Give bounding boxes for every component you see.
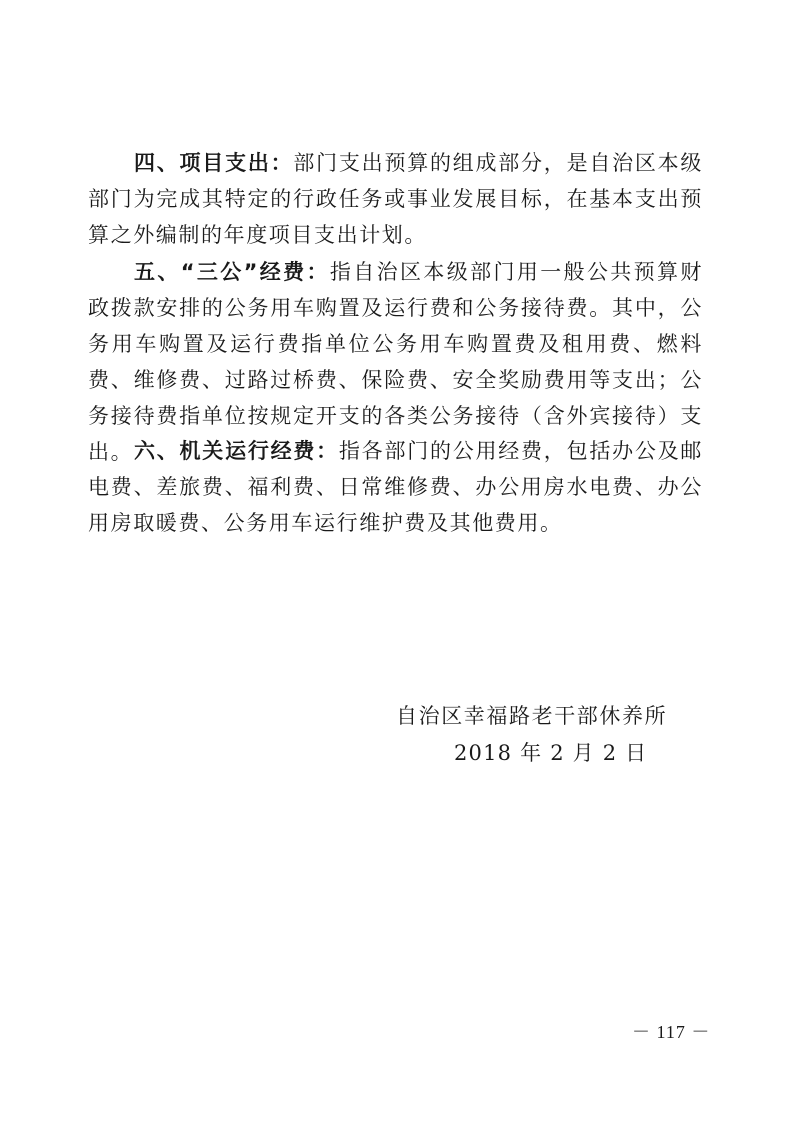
paragraph-operating-expenses (88, 433, 703, 541)
page-number: － 117 － (632, 1022, 711, 1042)
paragraph-project-expenditure (88, 145, 703, 253)
paragraph-heading: 五、“三公”经费： (134, 260, 330, 284)
paragraph-heading: 六、机关运行经费： (134, 439, 339, 463)
paragraph-body: 指自治区本级部门用一般公共预算财政拨款安排的公务用车购置及运行费和公务接待费。其中，公务用车购置及运行费指单位公务用车购置费及租用费、燃料费、维修费、过路过桥费、保险费、安全奖励费用等支出；公务接待费指单位按规定开支的各类公务接待（含外宾接待）支出。 (88, 260, 703, 464)
paragraph-body: 指各部门的公用经费，包括办公及邮电费、差旅费、福利费、日常维修费、办公用房水电费、办公用房取暖费、公务用车运行维护费及其他费用。 (88, 439, 703, 535)
signature-date: 2018 年 2 月 2 日 (454, 741, 648, 765)
paragraph-body: 部门支出预算的组成部分，是自治区本级部门为完成其特定的行政任务或事业发展目标，在基本支出预算之外编制的年度项目支出计划。 (88, 151, 703, 247)
signature-organization: 自治区幸福路老干部休养所 (396, 704, 668, 728)
paragraph-heading: 四、项目支出： (134, 151, 294, 175)
